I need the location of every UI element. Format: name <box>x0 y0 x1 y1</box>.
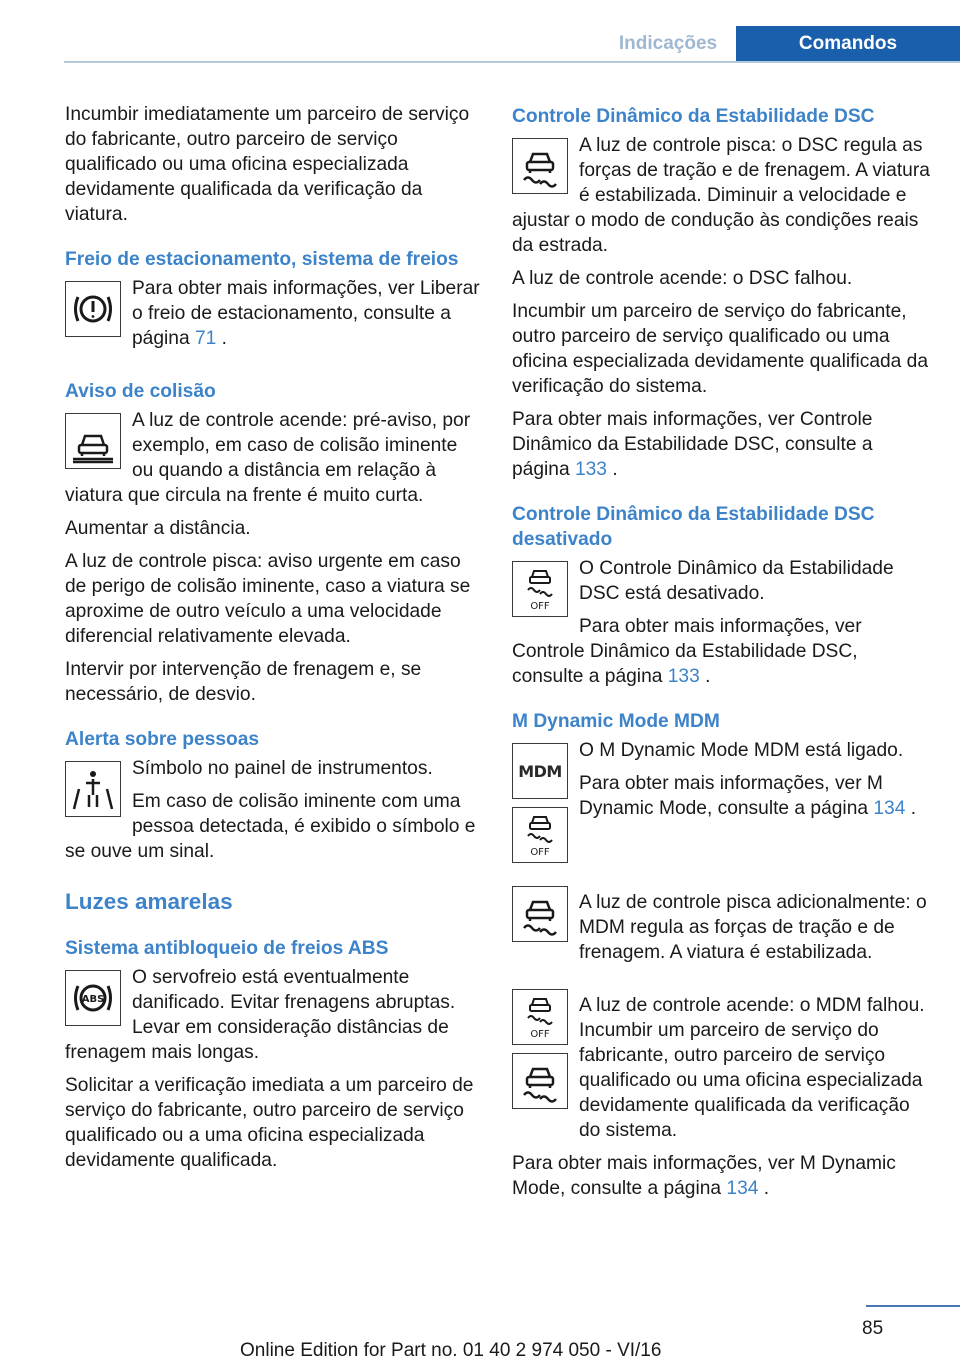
dsc-p1: A luz de controle pisca: o DSC regula as forças de tração e de frenagem. A viatura é estabilizada. Diminuir a velocidade e ajustar o modo de condução às condições reais da estrada. <box>512 135 930 256</box>
page-number: 85 <box>862 1318 884 1339</box>
header-rule <box>64 61 960 63</box>
person-warning-p2: Em caso de colisão iminente com uma pessoa detectada, é exibido o símbolo e se ouve um sinal. <box>65 791 476 862</box>
section-title-parking-brake: Freio de estacionamento, sistema de freios <box>65 249 459 270</box>
section-title-collision-warning: Aviso de colisão <box>65 381 216 402</box>
brake-warning-icon <box>65 281 121 337</box>
page-link-134[interactable]: 134 <box>873 798 906 819</box>
dsc-icon <box>512 138 568 194</box>
abs-p2: Solicitar a verificação imediata a um parceiro de serviço do fabricante, outro parceiro de serviço qualificado ou a uma oficina especializada devidamente qualificada. <box>65 1075 474 1171</box>
heading-yellow-lights: Luzes amarelas <box>65 889 233 914</box>
page-link-133b[interactable]: 133 <box>667 666 700 687</box>
section-title-dsc: Controle Dinâmico da Estabilidade DSC <box>512 106 875 127</box>
person-warning-icon <box>65 761 121 817</box>
left-column <box>65 102 480 1181</box>
off-label: OFF <box>530 601 550 612</box>
mdm-icon: MDM <box>512 743 568 799</box>
collision-warning-p4: Intervir por intervenção de frenagem e, se necessário, de desvio. <box>65 659 422 705</box>
collision-warning-p3: A luz de controle pisca: aviso urgente em caso de perigo de colisão iminente, caso a viatura se aproxime de outro veículo a uma velocidade diferencial relativamente elevada. <box>65 551 471 647</box>
dsc-p2: A luz de controle acende: o DSC falhou. <box>512 268 853 289</box>
collision-warning-p1: A luz de controle acende: pré-aviso, por exemplo, em caso de colisão iminente ou quando a distância em relação à viatura que circula na frente é muito curta. <box>65 410 471 506</box>
mdm-p5: Para obter mais informações, ver M Dynamic Mode, consulte a página 134 . <box>512 1153 896 1199</box>
dsc-off-icon <box>512 561 568 617</box>
dsc-p3: Incumbir um parceiro de serviço do fabricante, outro parceiro de serviço qualificado ou uma oficina especializada devidamente qualificada da verificação do sistema. <box>512 301 929 397</box>
page-link-71[interactable]: 71 <box>194 328 217 349</box>
page-link-134b[interactable]: 134 <box>726 1178 759 1199</box>
person-warning-p1: Símbolo no painel de instrumentos. <box>132 758 433 779</box>
section-title-person-warning: Alerta sobre pessoas <box>65 729 260 750</box>
dsc-icon-2 <box>512 886 568 942</box>
dsc-off-icon-2 <box>512 807 568 863</box>
mdm-p1: O M Dynamic Mode MDM está ligado. <box>579 740 904 761</box>
svg-text:OFF: OFF <box>530 847 550 858</box>
mdm-p3: A luz de controle pisca adicionalmente: o MDM regula as forças de tração e de frenagem. A viatura é estabilizada. <box>579 892 927 963</box>
section-title-abs: Sistema antibloqueio de freios ABS <box>65 938 389 959</box>
intro-paragraph: Incumbir imediatamente um parceiro de serviço do fabricante, outro parceiro de serviço qualificado ou uma oficina especializada devidamente qualificada da verificação da viatura. <box>65 104 470 225</box>
dsc-p4: Para obter mais informações, ver Controle Dinâmico da Estabilidade DSC, consulte a página 133 . <box>512 409 873 480</box>
abs-p1: O servofreio está eventualmente danificado. Evitar frenagens abruptas. Levar em consideração distâncias de frenagem mais longas. <box>65 967 456 1063</box>
abs-icon <box>65 970 121 1026</box>
parking-brake-text: Para obter mais informações, ver Liberar o freio de estacionamento, consulte a página 71 . <box>132 278 480 349</box>
page-link-133[interactable]: 133 <box>574 459 607 480</box>
dsc-off-icon-3 <box>512 989 568 1045</box>
mdm-p4: A luz de controle acende: o MDM falhou. Incumbir um parceiro de serviço do fabricante, outro parceiro de serviço qualificado ou uma oficina especializada devidamente qualificada da verificação do sistema. <box>579 995 925 1141</box>
mdm-fail-icon-stack <box>512 989 568 1117</box>
mdm-icon-stack <box>512 743 568 871</box>
dsc-icon-3 <box>512 1053 568 1109</box>
tab-indicacoes[interactable]: Indicações <box>618 33 718 54</box>
section-title-mdm: M Dynamic Mode MDM <box>512 711 720 732</box>
svg-text:OFF: OFF <box>530 1029 550 1040</box>
tab-comandos[interactable]: Comandos <box>736 26 960 61</box>
dsc-off-p2: Para obter mais informações, ver Controle Dinâmico da Estabilidade DSC, consulte a página 133 . <box>512 616 862 687</box>
collision-warning-icon <box>65 413 121 469</box>
footer-rule <box>866 1305 960 1307</box>
dsc-off-p1: O Controle Dinâmico da Estabilidade DSC está desativado. <box>579 558 894 604</box>
svg-text:ABS: ABS <box>81 994 105 1005</box>
mdm-p2: Para obter mais informações, ver M Dynamic Mode, consulte a página 134 . <box>579 773 917 819</box>
section-title-dsc-off: Controle Dinâmico da Estabilidade DSC desativado <box>512 504 875 550</box>
footer-edition: Online Edition for Part no. 01 40 2 974 050 - VI/16 <box>240 1340 662 1361</box>
right-column <box>512 102 930 1209</box>
collision-warning-p2: Aumentar a distância. <box>65 518 251 539</box>
